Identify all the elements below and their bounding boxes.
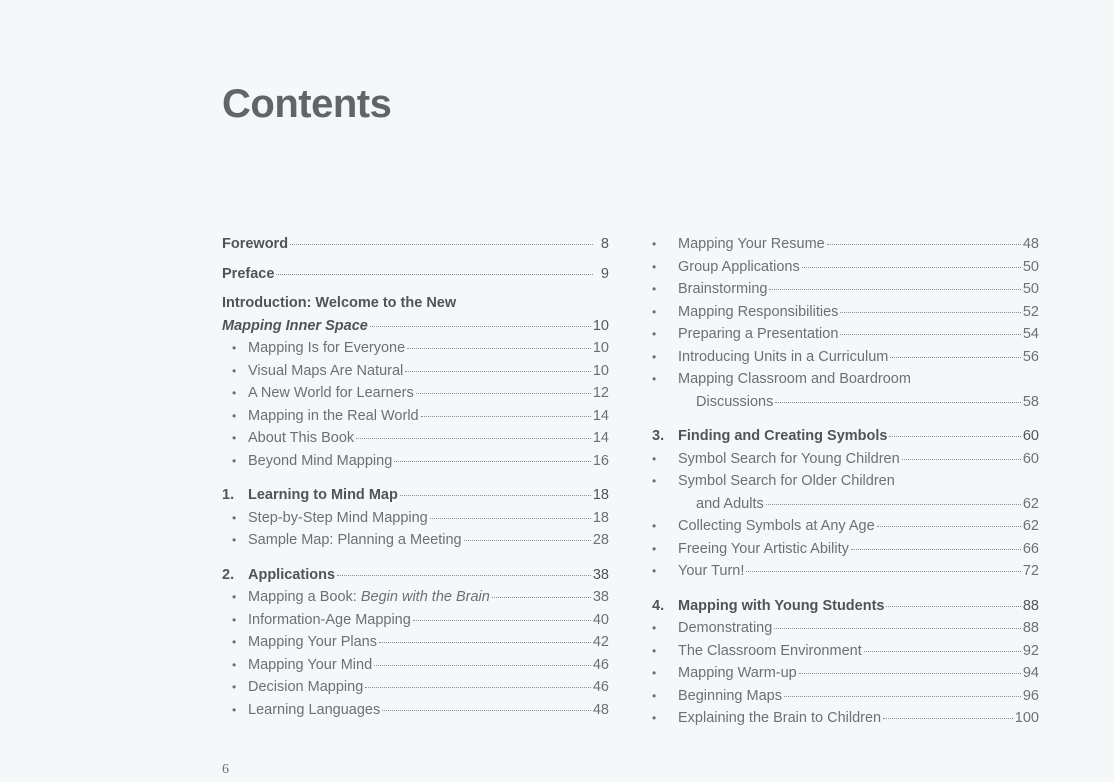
toc-entry-label: Mapping Classroom and Boardroom xyxy=(678,371,911,387)
toc-entry-label: Freeing Your Artistic Ability xyxy=(678,540,849,557)
bullet-icon: • xyxy=(652,564,657,578)
bullet-icon: • xyxy=(652,451,657,466)
toc-entry-label: Learning to Mind Map xyxy=(248,487,398,503)
toc-page-number: 9 xyxy=(600,265,609,282)
dot-leader xyxy=(784,696,1021,697)
toc-page-number: 88 xyxy=(1022,620,1039,636)
toc-entry-label: Group Applications xyxy=(678,258,800,275)
book-title: Begin with the Brain xyxy=(360,589,490,605)
toc-entry-label: A New World for Learners xyxy=(248,385,414,401)
toc-subentry[interactable] xyxy=(652,515,1039,538)
toc-subentry[interactable] xyxy=(652,662,1039,685)
bullet-icon: • xyxy=(232,612,237,627)
toc-page-number: 40 xyxy=(592,611,609,628)
toc-subentry[interactable] xyxy=(652,346,1039,369)
toc-page-number: 18 xyxy=(592,487,609,503)
dot-leader xyxy=(769,289,1020,290)
dot-leader xyxy=(413,620,591,621)
bullet-icon: • xyxy=(232,363,237,378)
bullet-icon: • xyxy=(652,688,657,703)
page-title: Contents xyxy=(222,82,392,126)
toc-entry-label: Symbol Search for Young Children xyxy=(678,450,900,467)
toc-subentry[interactable] xyxy=(652,560,1039,583)
toc-page-number: 14 xyxy=(592,407,609,424)
toc-entry-label: Mapping Inner Space xyxy=(222,317,368,334)
toc-page-number: 48 xyxy=(1022,236,1039,252)
toc-page-number: 66 xyxy=(1022,540,1039,557)
toc-entry-label: Explaining the Brain to Children xyxy=(678,710,882,726)
bullet-icon: • xyxy=(232,408,237,423)
dot-leader xyxy=(877,526,1021,527)
bullet-icon: • xyxy=(232,657,237,672)
toc-entry-label: Mapping Warm-up xyxy=(678,665,797,681)
dot-leader xyxy=(864,651,1021,652)
bullet-icon: • xyxy=(232,533,237,547)
toc-subentry[interactable] xyxy=(652,233,1039,256)
chapter-number: 3. xyxy=(652,428,665,444)
dot-leader xyxy=(421,416,591,417)
dot-leader xyxy=(799,673,1021,674)
bullet-icon: • xyxy=(652,304,657,319)
dot-leader xyxy=(902,459,1021,460)
dot-leader xyxy=(766,504,1021,505)
toc-entry-label: Symbol Search for Older Children xyxy=(678,473,895,489)
toc-subentry[interactable] xyxy=(222,427,609,450)
toc-page-number: 94 xyxy=(1022,665,1039,681)
toc-page-number: 58 xyxy=(1022,393,1039,410)
toc-chapter-1[interactable] xyxy=(222,484,609,507)
toc-entry-label: Mapping Is for Everyone xyxy=(248,340,406,356)
toc-page-number: 12 xyxy=(592,385,609,401)
bullet-icon: • xyxy=(652,519,657,533)
bullet-icon: • xyxy=(652,327,657,341)
toc-entry-label: Preparing a Presentation xyxy=(678,326,839,342)
dot-leader xyxy=(394,461,591,462)
toc-entry-label: Information-Age Mapping xyxy=(248,611,411,628)
dot-leader xyxy=(379,642,591,643)
bullet-icon: • xyxy=(652,349,657,364)
toc-subentry[interactable] xyxy=(222,654,609,677)
bullet-icon: • xyxy=(232,590,237,604)
toc-entry-label: Mapping Your Mind xyxy=(248,656,373,673)
toc-page-number: 72 xyxy=(1022,563,1039,579)
toc-page-number: 50 xyxy=(1022,258,1039,275)
toc-entry-label: Mapping in the Real World xyxy=(248,407,419,424)
toc-page-number: 14 xyxy=(592,430,609,446)
dot-leader xyxy=(883,718,1013,719)
dot-leader xyxy=(416,393,591,394)
dot-leader xyxy=(492,597,591,598)
dot-leader xyxy=(890,357,1021,358)
toc-subentry[interactable] xyxy=(222,699,609,722)
toc-page-number: 10 xyxy=(592,317,609,334)
toc-page-number: 54 xyxy=(1022,326,1039,342)
toc-subentry[interactable] xyxy=(222,529,609,552)
dot-leader xyxy=(889,436,1020,437)
toc-subentry[interactable] xyxy=(222,676,609,699)
toc-entry-label: Demonstrating xyxy=(678,620,773,636)
dot-leader xyxy=(370,326,591,327)
toc-page-number: 38 xyxy=(592,589,609,605)
toc-page-number: 10 xyxy=(592,362,609,379)
toc-page-number: 50 xyxy=(1022,281,1039,297)
dot-leader xyxy=(886,606,1020,607)
toc-entry-label: Foreword xyxy=(222,236,289,252)
toc-subentry-line1[interactable] xyxy=(652,470,1039,493)
bullet-icon: • xyxy=(652,259,657,274)
toc-chapter-3[interactable] xyxy=(652,425,1039,448)
dot-leader xyxy=(775,402,1021,403)
toc-page-number: 62 xyxy=(1022,518,1039,534)
toc-subentry[interactable] xyxy=(222,405,609,428)
toc-subentry-line2[interactable] xyxy=(652,391,1039,414)
toc-page-number: 52 xyxy=(1022,303,1039,320)
dot-leader xyxy=(374,665,591,666)
toc-entry-introduction-line1[interactable]: Introduction: Welcome to the New xyxy=(222,295,457,311)
dot-leader xyxy=(746,571,1020,572)
toc-left-column xyxy=(222,233,609,721)
chapter-number: 1. xyxy=(222,487,235,503)
toc-entry-label: Mapping Your Resume xyxy=(678,236,825,252)
dot-leader xyxy=(405,371,591,372)
toc-subentry[interactable] xyxy=(222,586,609,609)
toc-entry-label: Discussions xyxy=(696,393,774,410)
toc-page-number: 18 xyxy=(592,509,609,526)
toc-entry-preface[interactable] xyxy=(222,263,609,286)
bullet-icon: • xyxy=(652,711,657,725)
toc-subentry[interactable] xyxy=(222,507,609,530)
toc-page-number: 28 xyxy=(592,532,609,548)
toc-entry-label: Applications xyxy=(248,566,336,583)
chapter-number: 2. xyxy=(222,566,235,583)
bullet-icon: • xyxy=(652,372,657,386)
toc-subentry[interactable] xyxy=(222,631,609,654)
toc-subentry[interactable] xyxy=(222,360,609,383)
toc-subentry[interactable] xyxy=(652,538,1039,561)
toc-subentry-line2[interactable] xyxy=(652,493,1039,516)
toc-entry-label: Beyond Mind Mapping xyxy=(248,452,393,469)
bullet-icon: • xyxy=(232,702,237,717)
bullet-icon: • xyxy=(652,643,657,658)
dot-leader xyxy=(840,334,1020,335)
dot-leader xyxy=(774,628,1021,629)
dot-leader xyxy=(802,267,1021,268)
toc-page-number: 62 xyxy=(1022,495,1039,512)
toc-page-number: 96 xyxy=(1022,687,1039,704)
toc-page-number: 46 xyxy=(592,656,609,673)
toc-entry-label: Beginning Maps xyxy=(678,687,782,704)
toc-entry-label: Brainstorming xyxy=(678,281,768,297)
toc-entry-label: Introducing Units in a Curriculum xyxy=(678,348,889,365)
toc-subentry[interactable] xyxy=(222,382,609,405)
toc-page-number: 60 xyxy=(1022,450,1039,467)
dot-leader xyxy=(337,575,591,576)
toc-subentry[interactable] xyxy=(652,707,1039,730)
toc-page-number: 88 xyxy=(1022,597,1039,614)
toc-entry-label: Finding and Creating Symbols xyxy=(678,428,888,444)
dot-leader xyxy=(464,540,591,541)
page-number: 6 xyxy=(222,762,229,777)
dot-leader xyxy=(840,312,1020,313)
toc-entry-label: Preface xyxy=(222,265,275,282)
toc-entry-label: Visual Maps Are Natural xyxy=(248,362,404,379)
toc-entry-label: Sample Map: Planning a Meeting xyxy=(248,532,462,548)
dot-leader xyxy=(365,687,591,688)
dot-leader xyxy=(276,274,593,275)
dot-leader xyxy=(382,710,591,711)
bullet-icon: • xyxy=(652,282,657,296)
toc-page-number: 100 xyxy=(1014,710,1039,726)
toc-subentry[interactable] xyxy=(652,448,1039,471)
bullet-icon: • xyxy=(232,635,237,649)
chapter-number: 4. xyxy=(652,597,665,614)
toc-entry-foreword[interactable] xyxy=(222,233,609,256)
toc-subentry[interactable] xyxy=(222,337,609,360)
toc-entry-label: Mapping with Young Students xyxy=(678,597,885,614)
bullet-icon: • xyxy=(652,237,657,251)
toc-entry-label: Collecting Symbols at Any Age xyxy=(678,518,875,534)
dot-leader xyxy=(400,495,591,496)
toc-subentry[interactable] xyxy=(652,278,1039,301)
bullet-icon: • xyxy=(652,474,657,488)
toc-entry-label: About This Book xyxy=(248,430,355,446)
bullet-icon: • xyxy=(652,541,657,556)
bullet-icon: • xyxy=(652,621,657,635)
dot-leader xyxy=(430,518,591,519)
dot-leader xyxy=(851,549,1021,550)
toc-entry-introduction[interactable] xyxy=(222,315,609,338)
toc-page-number: 60 xyxy=(1022,428,1039,444)
toc-subentry[interactable] xyxy=(222,450,609,473)
toc-page-number: 10 xyxy=(592,340,609,356)
toc-subentry[interactable] xyxy=(652,323,1039,346)
bullet-icon: • xyxy=(232,431,237,445)
bullet-icon: • xyxy=(232,680,237,694)
toc-entry-label: and Adults xyxy=(696,495,764,512)
toc-chapter-2[interactable] xyxy=(222,564,609,587)
bullet-icon: • xyxy=(652,666,657,680)
toc-entry-label xyxy=(248,586,490,609)
bullet-icon: • xyxy=(232,453,237,468)
toc-entry-label: The Classroom Environment xyxy=(678,642,862,659)
toc-subentry[interactable] xyxy=(652,640,1039,663)
bullet-icon: • xyxy=(232,510,237,525)
toc-page-number: 38 xyxy=(592,566,609,583)
toc-subentry[interactable] xyxy=(652,256,1039,279)
toc-page-number: 8 xyxy=(600,236,609,252)
toc-page-number: 56 xyxy=(1022,348,1039,365)
toc-entry-label: Your Turn! xyxy=(678,563,745,579)
toc-page-number: 92 xyxy=(1022,642,1039,659)
toc-entry-label-text: Mapping a Book: xyxy=(248,589,361,605)
toc-chapter-4[interactable] xyxy=(652,595,1039,618)
toc-entry-label: Mapping Your Plans xyxy=(248,634,377,650)
toc-entry-label: Learning Languages xyxy=(248,701,381,718)
toc-subentry[interactable] xyxy=(222,609,609,632)
toc-entry-label: Decision Mapping xyxy=(248,679,364,695)
toc-subentry[interactable] xyxy=(652,617,1039,640)
dot-leader xyxy=(290,244,593,245)
dot-leader xyxy=(356,438,591,439)
bullet-icon: • xyxy=(232,386,237,400)
toc-entry-label: Mapping Responsibilities xyxy=(678,303,839,320)
toc-subentry[interactable] xyxy=(652,685,1039,708)
dot-leader xyxy=(407,348,591,349)
toc-page-number: 48 xyxy=(592,701,609,718)
toc-subentry-line1[interactable] xyxy=(652,368,1039,391)
toc-right-column xyxy=(652,233,1039,730)
bullet-icon: • xyxy=(232,341,237,355)
dot-leader xyxy=(827,244,1021,245)
toc-page-number: 42 xyxy=(592,634,609,650)
toc-page-number: 16 xyxy=(592,452,609,469)
toc-entry-label: Step-by-Step Mind Mapping xyxy=(248,509,428,526)
toc-subentry[interactable] xyxy=(652,301,1039,324)
toc-page-number: 46 xyxy=(592,679,609,695)
